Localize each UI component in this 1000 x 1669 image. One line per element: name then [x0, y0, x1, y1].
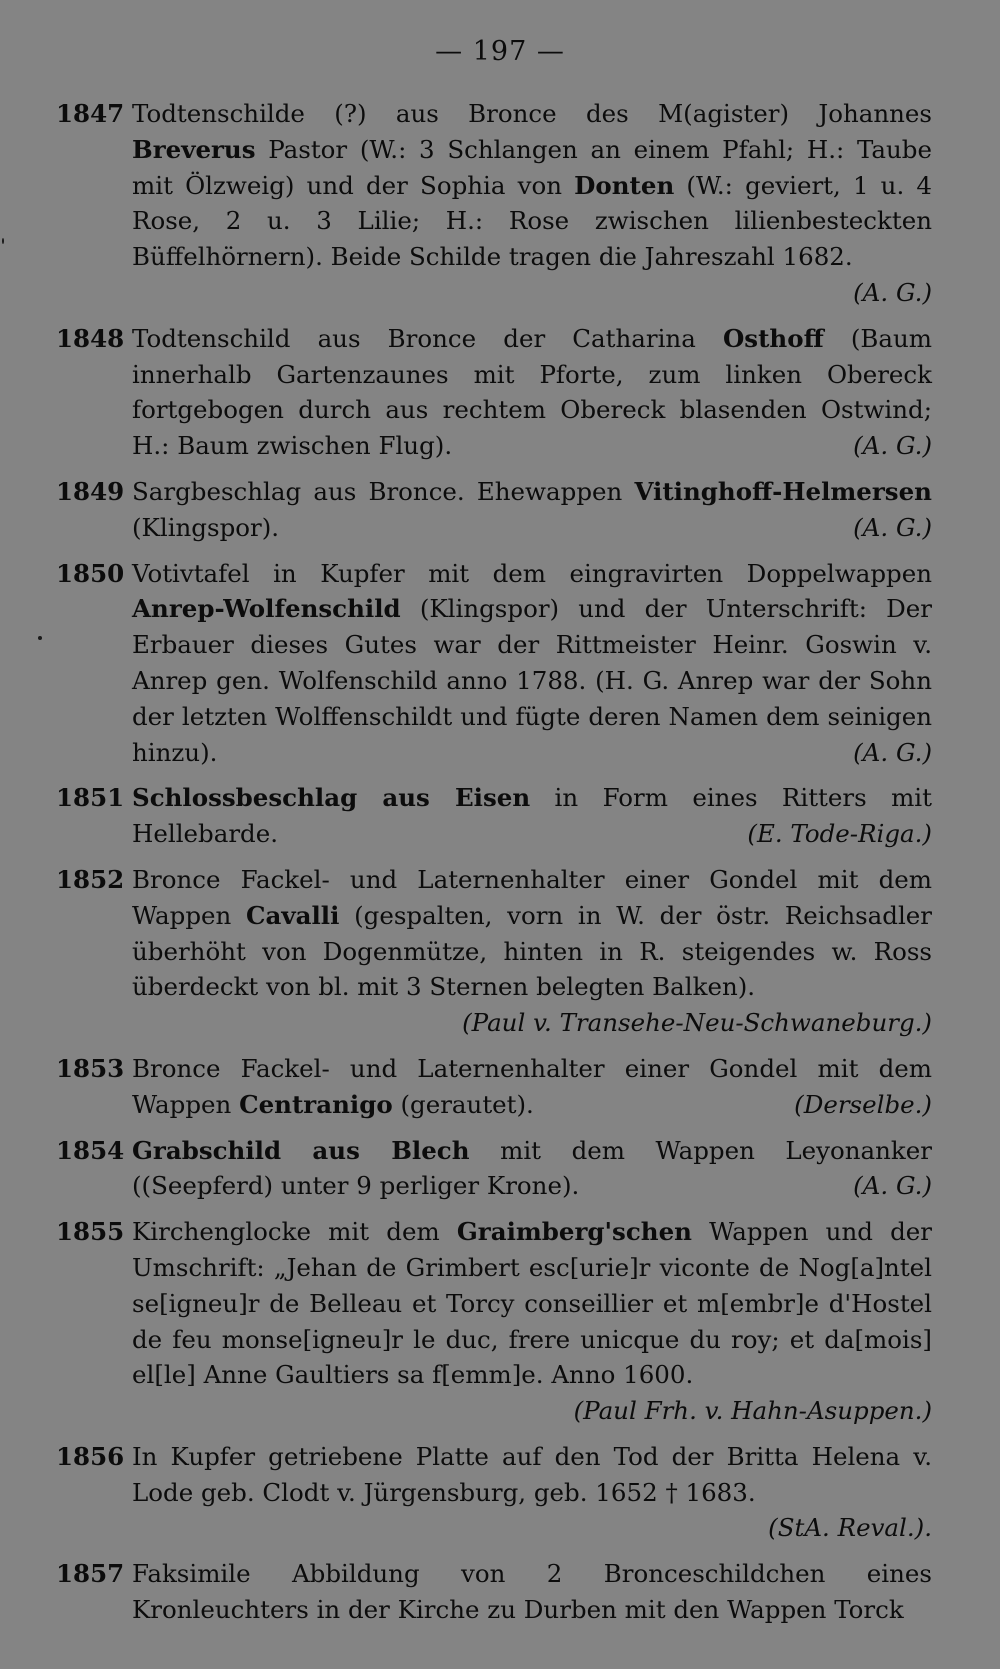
entry-source: (E. Tode-Riga.): [747, 819, 932, 849]
entry-name-bold: Donten: [574, 170, 675, 200]
entry-number: 1852: [56, 864, 125, 894]
catalog-entry: [56, 862, 932, 1041]
entry-number: 1849: [56, 476, 125, 506]
catalog-entry: [56, 321, 932, 464]
entry-text-run: (Klingspor) und der Unterschrift: Der Erbauer dieses Gutes war der Rittmeister Heinr. Goswin v. Anrep gen. Wolfenschild anno 1788. (H. G. Anrep war der Sohn der letzten Wolffenschildt und fügte deren Namen dem seinigen hinzu).: [132, 594, 932, 767]
entry-text-run: mit dem Wappen Leyonanker ((Seepferd) unter 9 perliger Krone).: [132, 1135, 932, 1201]
scan-speck: [2, 238, 4, 244]
entry-text: [132, 556, 932, 771]
entry-text: [132, 321, 932, 464]
entry-text-run: Wappen und der Umschrift: „Jehan de Grimbert esc[urie]r viconte de Nog[a]ntel se[igneu]r de Belleau et Torcy conseillier et m[embr]e d'Hostel de feu monse[igneu]r le duc, frere unicque du roy; et da[mois] el[le] Anne Gaultiers sa f[emm]e. Anno 1600.: [132, 1217, 932, 1390]
entry-name-bold: Anrep-Wolfenschild: [132, 594, 401, 624]
entry-source: (A. G.): [853, 512, 932, 542]
entry-text: [132, 96, 932, 311]
entry-number: 1853: [56, 1053, 125, 1083]
page-number: — 197 —: [435, 36, 565, 67]
entry-number: 1855: [56, 1217, 125, 1247]
entry-text-run: (gespalten, vorn in W. der östr. Reichsadler überhöht von Dogenmütze, hinten in R. steigendes w. Ross überdeckt von bl. mit 3 Sternen belegten Balken).: [132, 900, 933, 1002]
entry-name-bold: Graimberg'schen: [456, 1217, 692, 1247]
entry-text-run: Bronce Fackel- und Laternenhalter einer Gondel mit dem Wappen: [132, 864, 932, 930]
entry-text: [132, 1214, 932, 1429]
entry-number: 1851: [56, 783, 125, 813]
entry-text-run: Votivtafel in Kupfer mit dem eingravirten Doppelwappen: [132, 558, 932, 588]
catalog-entry: [56, 780, 932, 852]
entry-text-run: (W.: geviert, 1 u. 4 Rose, 2 u. 3 Lilie; H.: Rose zwischen lilienbesteckten Büffelhörnern). Beide Schilde tragen die Jahreszahl 1682.: [132, 170, 932, 272]
entry-text: [132, 862, 932, 1041]
entry-text: [132, 1133, 932, 1205]
entry-source: (A. G.): [853, 1171, 932, 1201]
entry-name-bold: Osthoff: [722, 323, 824, 353]
entry-text-run: Todtenschilde (?) aus Bronce des M(agister) Johannes: [132, 99, 932, 128]
entry-text-run: Sargbeschlag aus Bronce. Ehewappen: [132, 476, 635, 506]
entry-number: 1847: [56, 99, 125, 128]
catalog-entry: [56, 1051, 932, 1123]
entry-name-bold: Schlossbeschlag aus Eisen: [132, 783, 531, 813]
entry-text: [132, 474, 932, 546]
entry-source: (A. G.): [853, 431, 932, 461]
entry-text-run: Kirchenglocke mit dem: [132, 1217, 457, 1247]
entry-text-run: Todtenschild aus Bronce der Catharina: [132, 323, 723, 353]
entry-source: (Derselbe.): [794, 1089, 932, 1119]
entry-number: 1856: [56, 1441, 125, 1471]
entry-text: [132, 1556, 932, 1628]
entry-text: [132, 780, 932, 852]
catalog-entry: [56, 1439, 932, 1546]
entry-text-run: Pastor (W.: 3 Schlangen an einem Pfahl; H.: Taube mit Ölzweig) und der Sophia von: [132, 134, 932, 200]
entry-text-run: (Klingspor).: [132, 512, 280, 542]
entry-name-bold: Cavalli: [246, 900, 340, 930]
entry-text: [132, 1051, 932, 1123]
entry-text-run: In Kupfer getriebene Platte auf den Tod der Britta Helena v. Lode geb. Clodt v. Jürgensburg, geb. 1652 † 1683.: [132, 1441, 932, 1507]
entry-text: [132, 1439, 932, 1546]
catalog-entry: [56, 1556, 932, 1628]
entry-source: (Paul Frh. v. Hahn-Asuppen.): [573, 1396, 932, 1426]
catalog-entry: [56, 1133, 932, 1205]
entry-name-bold: Grabschild aus Blech: [132, 1135, 470, 1165]
catalog-entries: [56, 96, 932, 1638]
catalog-entry: [56, 96, 932, 311]
catalog-entry: [56, 556, 932, 771]
entry-name-bold: Centranigo: [239, 1089, 393, 1119]
entry-source: (A. G.): [853, 277, 932, 307]
entry-number: 1848: [56, 323, 125, 353]
entry-text-run: Faksimile Abbildung von 2 Bronceschildchen eines Kronleuchters in der Kirche zu Durben mit den Wappen Torck: [132, 1559, 932, 1625]
entry-text-run: Bronce Fackel- und Laternenhalter einer Gondel mit dem Wappen: [132, 1053, 932, 1119]
entry-source: (Paul v. Transehe-Neu-Schwaneburg.): [462, 1008, 932, 1038]
catalog-entry: [56, 474, 932, 546]
entry-name-bold: Vitinghoff-Helmersen: [634, 476, 932, 506]
entry-number: 1857: [56, 1559, 125, 1589]
entry-text-run: (Baum innerhalb Gartenzaunes mit Pforte, zum linken Obereck fortgebogen durch aus rechtem Obereck blasenden Ostwind; H.: Baum zwischen Flug).: [132, 323, 933, 461]
entry-number: 1854: [56, 1135, 125, 1165]
entry-source: (A. G.): [853, 737, 932, 767]
entry-text-run: in Form eines Ritters mit Hellebarde.: [132, 783, 932, 849]
entry-source: (StA. Reval.).: [768, 1513, 932, 1543]
scan-speck: [38, 636, 42, 640]
entry-text-run: (gerautet).: [392, 1089, 534, 1119]
entry-name-bold: Breverus: [132, 134, 256, 164]
catalog-entry: [56, 1214, 932, 1429]
entry-number: 1850: [56, 558, 125, 588]
